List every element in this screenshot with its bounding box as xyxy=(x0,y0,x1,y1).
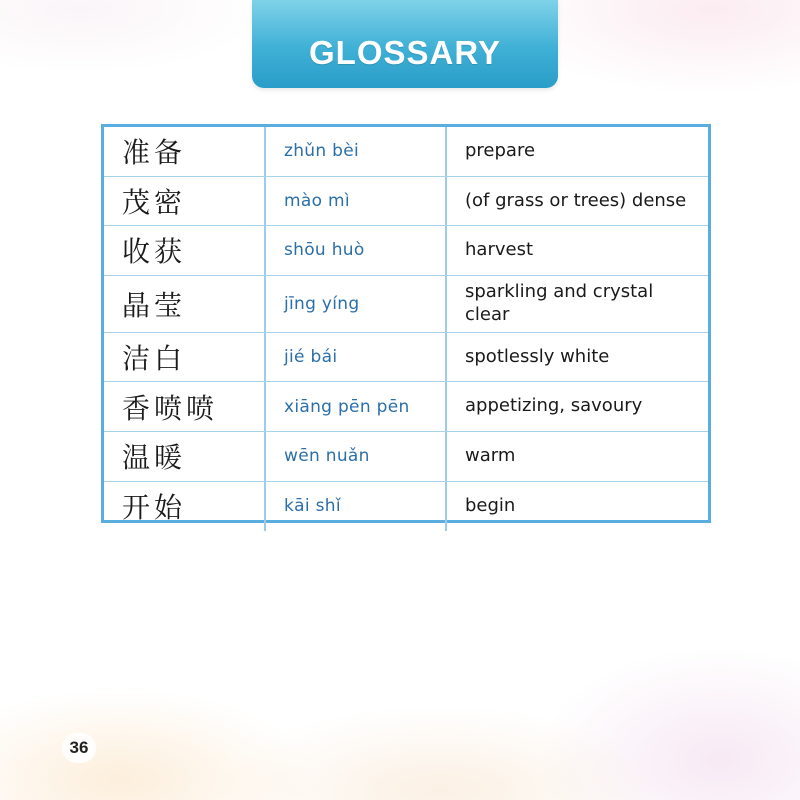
pinyin-cell: zhǔn bèi xyxy=(266,127,447,176)
glossary-row xyxy=(104,276,708,333)
page-title: GLOSSARY xyxy=(309,34,501,71)
hanzi-cell: 准备 xyxy=(104,127,266,176)
glossary-row xyxy=(104,382,708,432)
glossary-row xyxy=(104,127,708,177)
hanzi-cell: 香喷喷 xyxy=(104,382,266,431)
hanzi-cell: 收获 xyxy=(104,226,266,275)
pinyin-cell: wēn nuǎn xyxy=(266,432,447,481)
hanzi-cell: 茂密 xyxy=(104,177,266,226)
meaning-cell: begin xyxy=(465,495,516,517)
hanzi-cell: 开始 xyxy=(104,482,266,532)
glossary-row xyxy=(104,333,708,383)
meaning-cell: warm xyxy=(465,445,516,467)
pinyin-cell: xiāng pēn pēn xyxy=(266,382,447,431)
meaning-cell: spotlessly white xyxy=(465,345,610,367)
meaning-cell: harvest xyxy=(465,239,534,261)
meaning-cell: appetizing, savoury xyxy=(465,395,643,417)
meaning-cell: (of grass or trees) dense xyxy=(465,189,687,211)
pinyin-cell: shōu huò xyxy=(266,226,447,275)
glossary-row xyxy=(104,432,708,482)
page-number: 36 xyxy=(62,733,96,763)
glossary-row xyxy=(104,226,708,276)
glossary-table xyxy=(101,124,711,523)
title-banner xyxy=(252,0,558,88)
pinyin-cell: jié bái xyxy=(266,333,447,382)
glossary-row xyxy=(104,482,708,532)
pinyin-cell: mào mì xyxy=(266,177,447,226)
glossary-row xyxy=(104,177,708,227)
pinyin-cell: jīng yíng xyxy=(266,276,447,332)
hanzi-cell: 洁白 xyxy=(104,333,266,382)
pinyin-cell: kāi shǐ xyxy=(266,482,447,532)
meaning-cell: sparkling and crystal clear xyxy=(465,281,654,325)
hanzi-cell: 晶莹 xyxy=(104,276,266,332)
hanzi-cell: 温暖 xyxy=(104,432,266,481)
meaning-cell: prepare xyxy=(465,140,536,162)
